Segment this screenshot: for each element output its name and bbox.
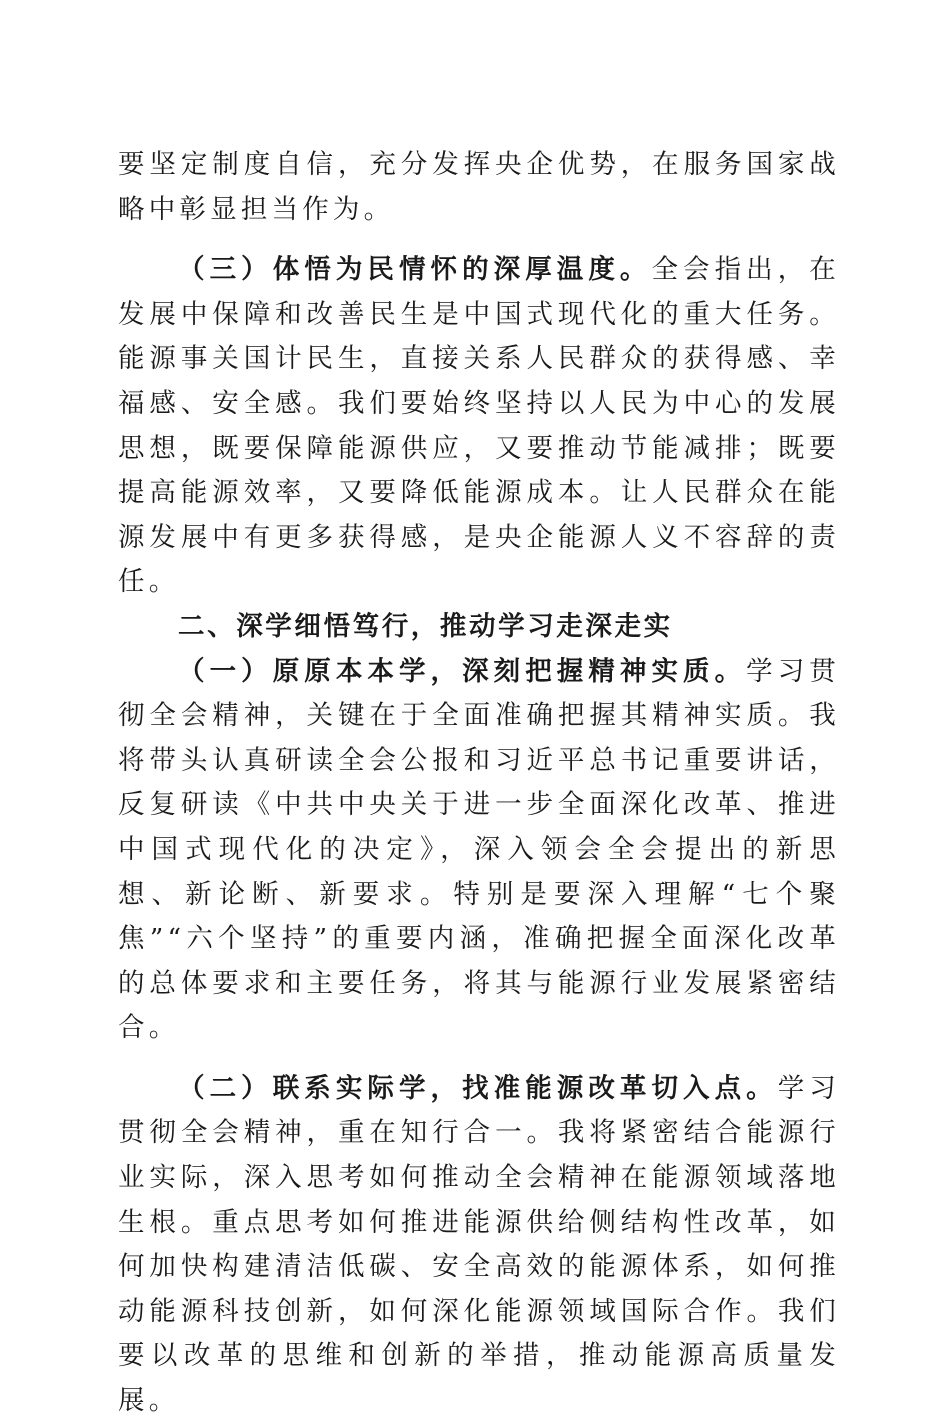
paragraph-lead: （二）联系实际学，找准能源改革切入点。 xyxy=(178,1072,778,1104)
paragraph-body: 要坚定制度自信，充分发挥央企优势，在服务国家战略中彰显担当作为。 xyxy=(118,149,840,225)
paragraph-continuation xyxy=(118,143,840,232)
document-page xyxy=(118,143,840,1424)
paragraph-lead: （一）原原本本学，深刻把握精神实质。 xyxy=(178,655,747,687)
paragraph-lead: （三）体悟为民情怀的深厚温度。 xyxy=(178,254,652,286)
paragraph-section-3 xyxy=(118,248,840,605)
paragraph-body: 全会指出，在发展中保障和改善民生是中国式现代化的重大任务。能源事关国计民生，直接关系人民群众的获得感、幸福感、安全感。我们要始终坚持以人民为中心的发展思想，既要保障能源供应，又要推动节能减排；既要提高能源效率，又要降低能源成本。让人民群众在能源发展中有更多获得感，是央企能源人义不容辞的责任。 xyxy=(118,254,841,598)
paragraph-body: 学习贯彻全会精神，重在知行合一。我将紧密结合能源行业实际，深入思考如何推动全会精神在能源领域落地生根。重点思考如何推进能源供给侧结构性改革，如何加快构建清洁低碳、安全高效的能源体系，如何推动能源科技创新，如何深化能源领域国际合作。我们要以改革的思维和创新的举措，推动能源高质量发展。 xyxy=(118,1072,840,1417)
section-heading: 二、深学细悟笃行，推动学习走深走实 xyxy=(178,610,673,642)
paragraph-subsection-2 xyxy=(118,1067,840,1424)
paragraph-body: 学习贯彻全会精神，关键在于全面准确把握其精神实质。我将带头认真研读全会公报和习近平总书记重要讲话，反复研读《中共中央关于进一步全面深化改革、推进中国式现代化的决定》，深入领会全会提出的新思想、新论断、新要求。特别是要深入理解“七个聚焦”“六个坚持”的重要内涵，准确把握全面深化改革的总体要求和主要任务，将其与能源行业发展紧密结合。 xyxy=(118,655,840,1044)
paragraph-subsection-1 xyxy=(118,650,840,1051)
